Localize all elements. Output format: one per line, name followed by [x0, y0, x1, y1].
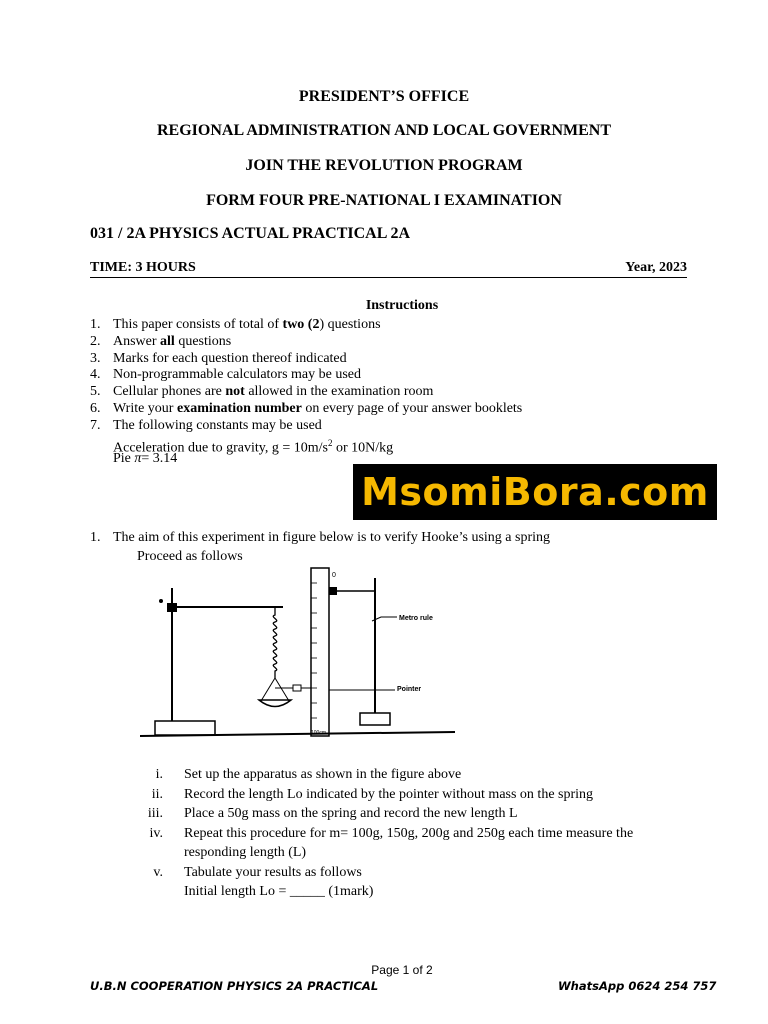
instruction-number: 3.: [90, 350, 101, 366]
instruction-item: [90, 401, 690, 418]
procedure-step: [130, 765, 690, 785]
instruction-item: [90, 367, 690, 384]
left-stand-base: [155, 721, 215, 735]
initial-length-text: Initial length Lo = _____ (1mark): [184, 884, 374, 899]
instruction-number: 5.: [90, 384, 101, 400]
metre-rule-label: Metro rule: [399, 615, 433, 622]
header-exam-title: FORM FOUR PRE-NATIONAL I EXAMINATION: [206, 192, 562, 209]
instruction-number: 6.: [90, 400, 101, 416]
procedure-step: [130, 785, 690, 805]
course-title: 031 / 2A PHYSICS ACTUAL PRACTICAL 2A: [90, 225, 411, 242]
proceed-text: Proceed as follows: [137, 549, 243, 564]
step-text: Record the length Lo indicated by the pointer without mass on the spring: [184, 786, 594, 802]
instruction-item: [90, 418, 690, 435]
instruction-text: Cellular phones are not allowed in the examination room: [113, 384, 434, 400]
footer-left: U.B.N COOPERATION PHYSICS 2A PRACTICAL: [90, 979, 379, 993]
pan-string-left: [261, 678, 275, 701]
rule-zero-label: 0: [332, 572, 336, 579]
procedure-step: [130, 824, 690, 863]
bench-line: [140, 732, 455, 736]
step-text: Repeat this procedure for m= 100g, 150g, 200g and 250g each time measure the responding length (L): [184, 825, 634, 860]
instruction-item: [90, 317, 690, 334]
instruction-number: 7.: [90, 417, 101, 433]
instructions-list: [90, 317, 690, 468]
instruction-text: Answer all questions: [113, 333, 232, 349]
instruction-text: This paper consists of total of two (2) questions: [113, 317, 381, 332]
instruction-number: 4.: [90, 367, 101, 383]
step-text: Place a 50g mass on the spring and record the new length L: [184, 806, 518, 821]
instructions-heading: Instructions: [365, 298, 439, 313]
procedure-steps: [130, 765, 690, 902]
step-number: ii.: [151, 786, 163, 802]
header-regional-admin: REGIONAL ADMINISTRATION AND LOCAL GOVERNMENT: [157, 122, 611, 139]
pie-constant: Pie π= 3.14: [113, 451, 178, 467]
step-number: iv.: [149, 825, 163, 841]
instruction-text: Marks for each question thereof indicated: [113, 350, 347, 366]
instruction-number: 1.: [90, 317, 101, 332]
mass-pan: [259, 700, 291, 707]
spring: [273, 607, 276, 678]
pan-string-right: [275, 678, 289, 701]
step-number: i.: [155, 767, 163, 782]
instruction-item: [90, 384, 690, 401]
instruction-text: Write your examination number on every page of your answer booklets: [113, 400, 523, 416]
instruction-text: Non-programmable calculators may be used: [113, 367, 362, 383]
question-aim-text: The aim of this experiment in figure below is to verify Hooke’s using a spring: [113, 530, 551, 545]
footer-right-whatsapp: WhatsApp 0624 254 757: [558, 979, 717, 993]
initial-length-line: [130, 882, 690, 902]
procedure-step: [130, 804, 690, 824]
step-text: Tabulate your results as follows: [184, 864, 362, 880]
header-program: JOIN THE REVOLUTION PROGRAM: [245, 157, 523, 174]
step-number: v.: [153, 864, 163, 880]
time-year-line: [90, 260, 687, 278]
procedure-step: [130, 863, 690, 883]
exam-year: Year, 2023: [625, 260, 687, 275]
instruction-item: [90, 334, 690, 351]
metre-rule: [311, 568, 329, 736]
question-number: 1.: [90, 530, 101, 545]
msomibora-logo: MsomiBora.com: [353, 464, 717, 520]
instruction-number: 2.: [90, 333, 101, 349]
instruction-text: The following constants may be used: [113, 417, 322, 433]
step-number: iii.: [147, 806, 163, 821]
pointer-label: Pointer: [397, 686, 422, 693]
pointer-tip: [293, 685, 301, 691]
hookes-law-apparatus-figure: [135, 563, 460, 743]
step-text: Set up the apparatus as shown in the figure above: [184, 767, 462, 782]
right-stand-base: [360, 713, 390, 725]
header-presidents-office: PRESIDENT’S OFFICE: [298, 88, 470, 105]
gravity-constant: Acceleration due to gravity, $g = 10m/s^2$ or 10N/kg: [113, 437, 394, 456]
right-clamp-boss: [329, 587, 337, 595]
exam-time: TIME: 3 HOURS: [90, 260, 196, 275]
page-number: Page 1 of 2: [371, 963, 433, 977]
clamp-screw: [159, 599, 163, 603]
instruction-item: [90, 351, 690, 368]
